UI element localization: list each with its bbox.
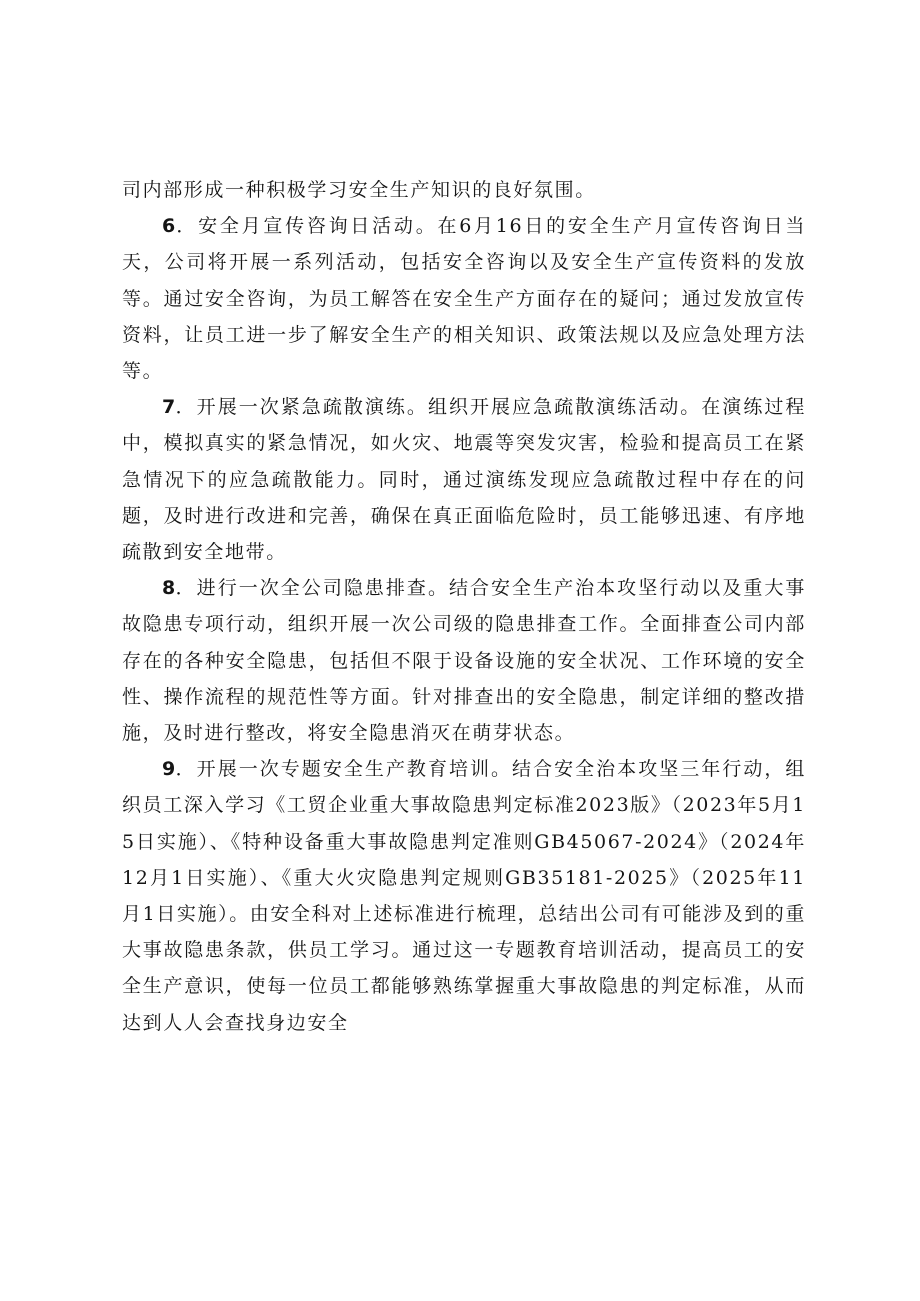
paragraph-text: ．进行一次全公司隐患排查。结合安全生产治本攻坚行动以及重大事故隐患专项行动，组织开展一次公司级的隐患排查工作。全面排查公司内部存在的各种安全隐患，包括但不限于设备设施的安全状况、工作环境的安全性、操作流程的规范性等方面。针对排查出的安全隐患，制定详细的整改措施，及时进行整改，将安全隐患消灭在萌芽状态。 bbox=[122, 577, 806, 745]
item-number: 8 bbox=[162, 577, 176, 600]
document-body bbox=[122, 172, 806, 1041]
paragraph-item-9 bbox=[122, 751, 806, 1041]
item-number: 6 bbox=[162, 215, 176, 238]
paragraph-item-6 bbox=[122, 208, 806, 389]
item-number: 9 bbox=[162, 758, 176, 781]
paragraph-text: ．开展一次紧急疏散演练。组织开展应急疏散演练活动。在演练过程中，模拟真实的紧急情况，如火灾、地震等突发灾害，检验和提高员工在紧急情况下的应急疏散能力。同时，通过演练发现应急疏散过程中存在的问题，及时进行改进和完善，确保在真正面临危险时，员工能够迅速、有序地疏散到安全地带。 bbox=[122, 396, 806, 564]
paragraph-continuation bbox=[122, 172, 806, 208]
paragraph-text: ．开展一次专题安全生产教育培训。结合安全治本攻坚三年行动，组织员工深入学习《工贸企业重大事故隐患判定标准2023版》（2023年5月15日实施）、《特种设备重大事故隐患判定准则GB45067-2024》（2024年12月1日实施）、《重大火灾隐患判定规则GB35181-2025》（2025年11月1日实施）。由安全科对上述标准进行梳理，总结出公司有可能涉及到的重大事故隐患条款，供员工学习。通过这一专题教育培训活动，提高员工的安全生产意识，使每一位员工都能够熟练掌握重大事故隐患的判定标准，从而达到人人会查找身边安全 bbox=[122, 758, 806, 1034]
paragraph-item-7 bbox=[122, 389, 806, 570]
paragraph-text: ．安全月宣传咨询日活动。在6月16日的安全生产月宣传咨询日当天，公司将开展一系列活动，包括安全咨询以及安全生产宣传资料的发放等。通过安全咨询，为员工解答在安全生产方面存在的疑问；通过发放宣传资料，让员工进一步了解安全生产的相关知识、政策法规以及应急处理方法等。 bbox=[122, 215, 806, 383]
paragraph-item-8 bbox=[122, 570, 806, 751]
paragraph-text: 司内部形成一种积极学习安全生产知识的良好氛围。 bbox=[122, 179, 596, 201]
item-number: 7 bbox=[162, 396, 176, 419]
